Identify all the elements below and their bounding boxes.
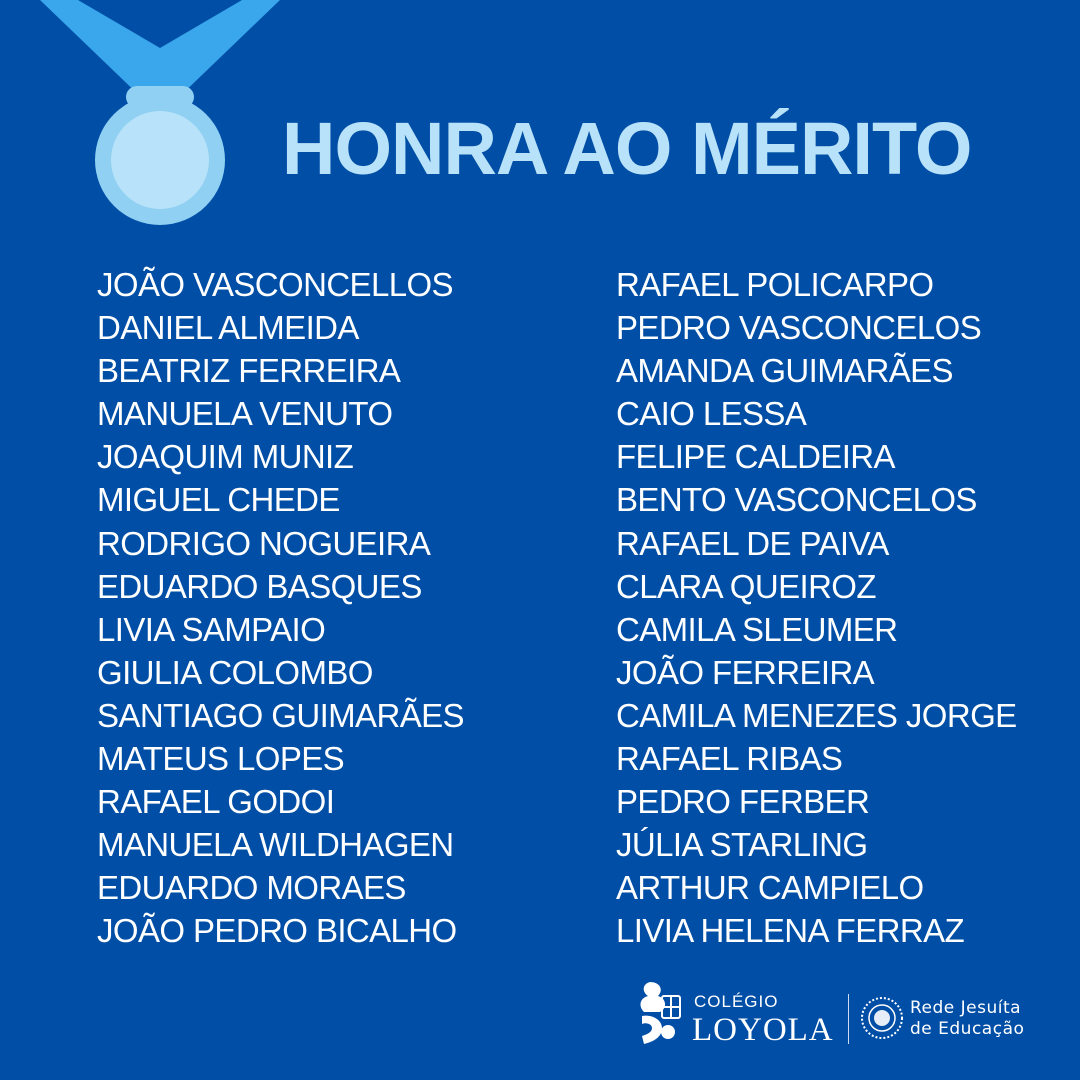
honoree-name: RAFAEL POLICARPO — [616, 266, 934, 303]
honoree-name: RAFAEL GODOI — [97, 783, 335, 821]
honoree-name: JÚLIA STARLING — [616, 826, 868, 864]
honoree-name: BEATRIZ FERREIRA — [97, 352, 401, 390]
honoree-name: RAFAEL RIBAS — [616, 740, 843, 778]
honoree-name: AMANDA GUIMARÃES — [616, 352, 953, 390]
honoree-list-right — [616, 263, 1017, 953]
honoree-list-left — [97, 263, 464, 953]
honoree-name: MANUELA WILDHAGEN — [97, 826, 454, 864]
honoree-name: MATEUS LOPES — [97, 740, 345, 778]
honoree-name: ARTHUR CAMPIELO — [616, 869, 924, 907]
honoree-name: JOÃO FERREIRA — [616, 653, 875, 691]
honoree-name: EDUARDO MORAES — [97, 869, 406, 907]
honoree-name: RODRIGO NOGUEIRA — [97, 524, 431, 562]
honoree-name: EDUARDO BASQUES — [97, 567, 422, 605]
page-title: HONRA AO MÉRITO — [282, 107, 972, 190]
honoree-name: JOÃO VASCONCELLOS — [97, 266, 453, 303]
medal-icon — [0, 0, 300, 240]
footer-divider — [848, 994, 849, 1044]
honoree-name: CAIO LESSA — [616, 395, 807, 433]
school-name: LOYOLA — [692, 1012, 834, 1048]
honoree-name: LIVIA HELENA FERRAZ — [616, 912, 965, 950]
honoree-name: JOAQUIM MUNIZ — [97, 438, 354, 476]
honoree-name: FELIPE CALDEIRA — [616, 438, 895, 476]
honoree-name: BENTO VASCONCELOS — [616, 481, 977, 519]
honoree-name: MIGUEL CHEDE — [97, 481, 340, 519]
honoree-name: CAMILA MENEZES JORGE — [616, 696, 1017, 734]
footer-logos — [636, 978, 1046, 1050]
honoree-name: JOÃO PEDRO BICALHO — [97, 912, 457, 950]
school-name-small: COLÉGIO — [694, 992, 779, 1011]
honoree-name: DANIEL ALMEIDA — [97, 309, 359, 347]
honoree-name: GIULIA COLOMBO — [97, 653, 373, 691]
jesuit-seal-icon — [860, 996, 904, 1040]
loyola-emblem-icon — [636, 980, 682, 1046]
honoree-name: LIVIA SAMPAIO — [97, 610, 326, 648]
honoree-name: PEDRO FERBER — [616, 783, 870, 821]
honoree-name: PEDRO VASCONCELOS — [616, 309, 982, 347]
network-name-line1: Rede Jesuíta — [910, 998, 1022, 1018]
honoree-name: MANUELA VENUTO — [97, 395, 393, 433]
honoree-name: RAFAEL DE PAIVA — [616, 524, 889, 562]
honoree-name: SANTIAGO GUIMARÃES — [97, 696, 464, 734]
honoree-name: CAMILA SLEUMER — [616, 610, 898, 648]
network-name-line2: de Educação — [910, 1019, 1025, 1039]
honoree-name: CLARA QUEIROZ — [616, 567, 876, 605]
